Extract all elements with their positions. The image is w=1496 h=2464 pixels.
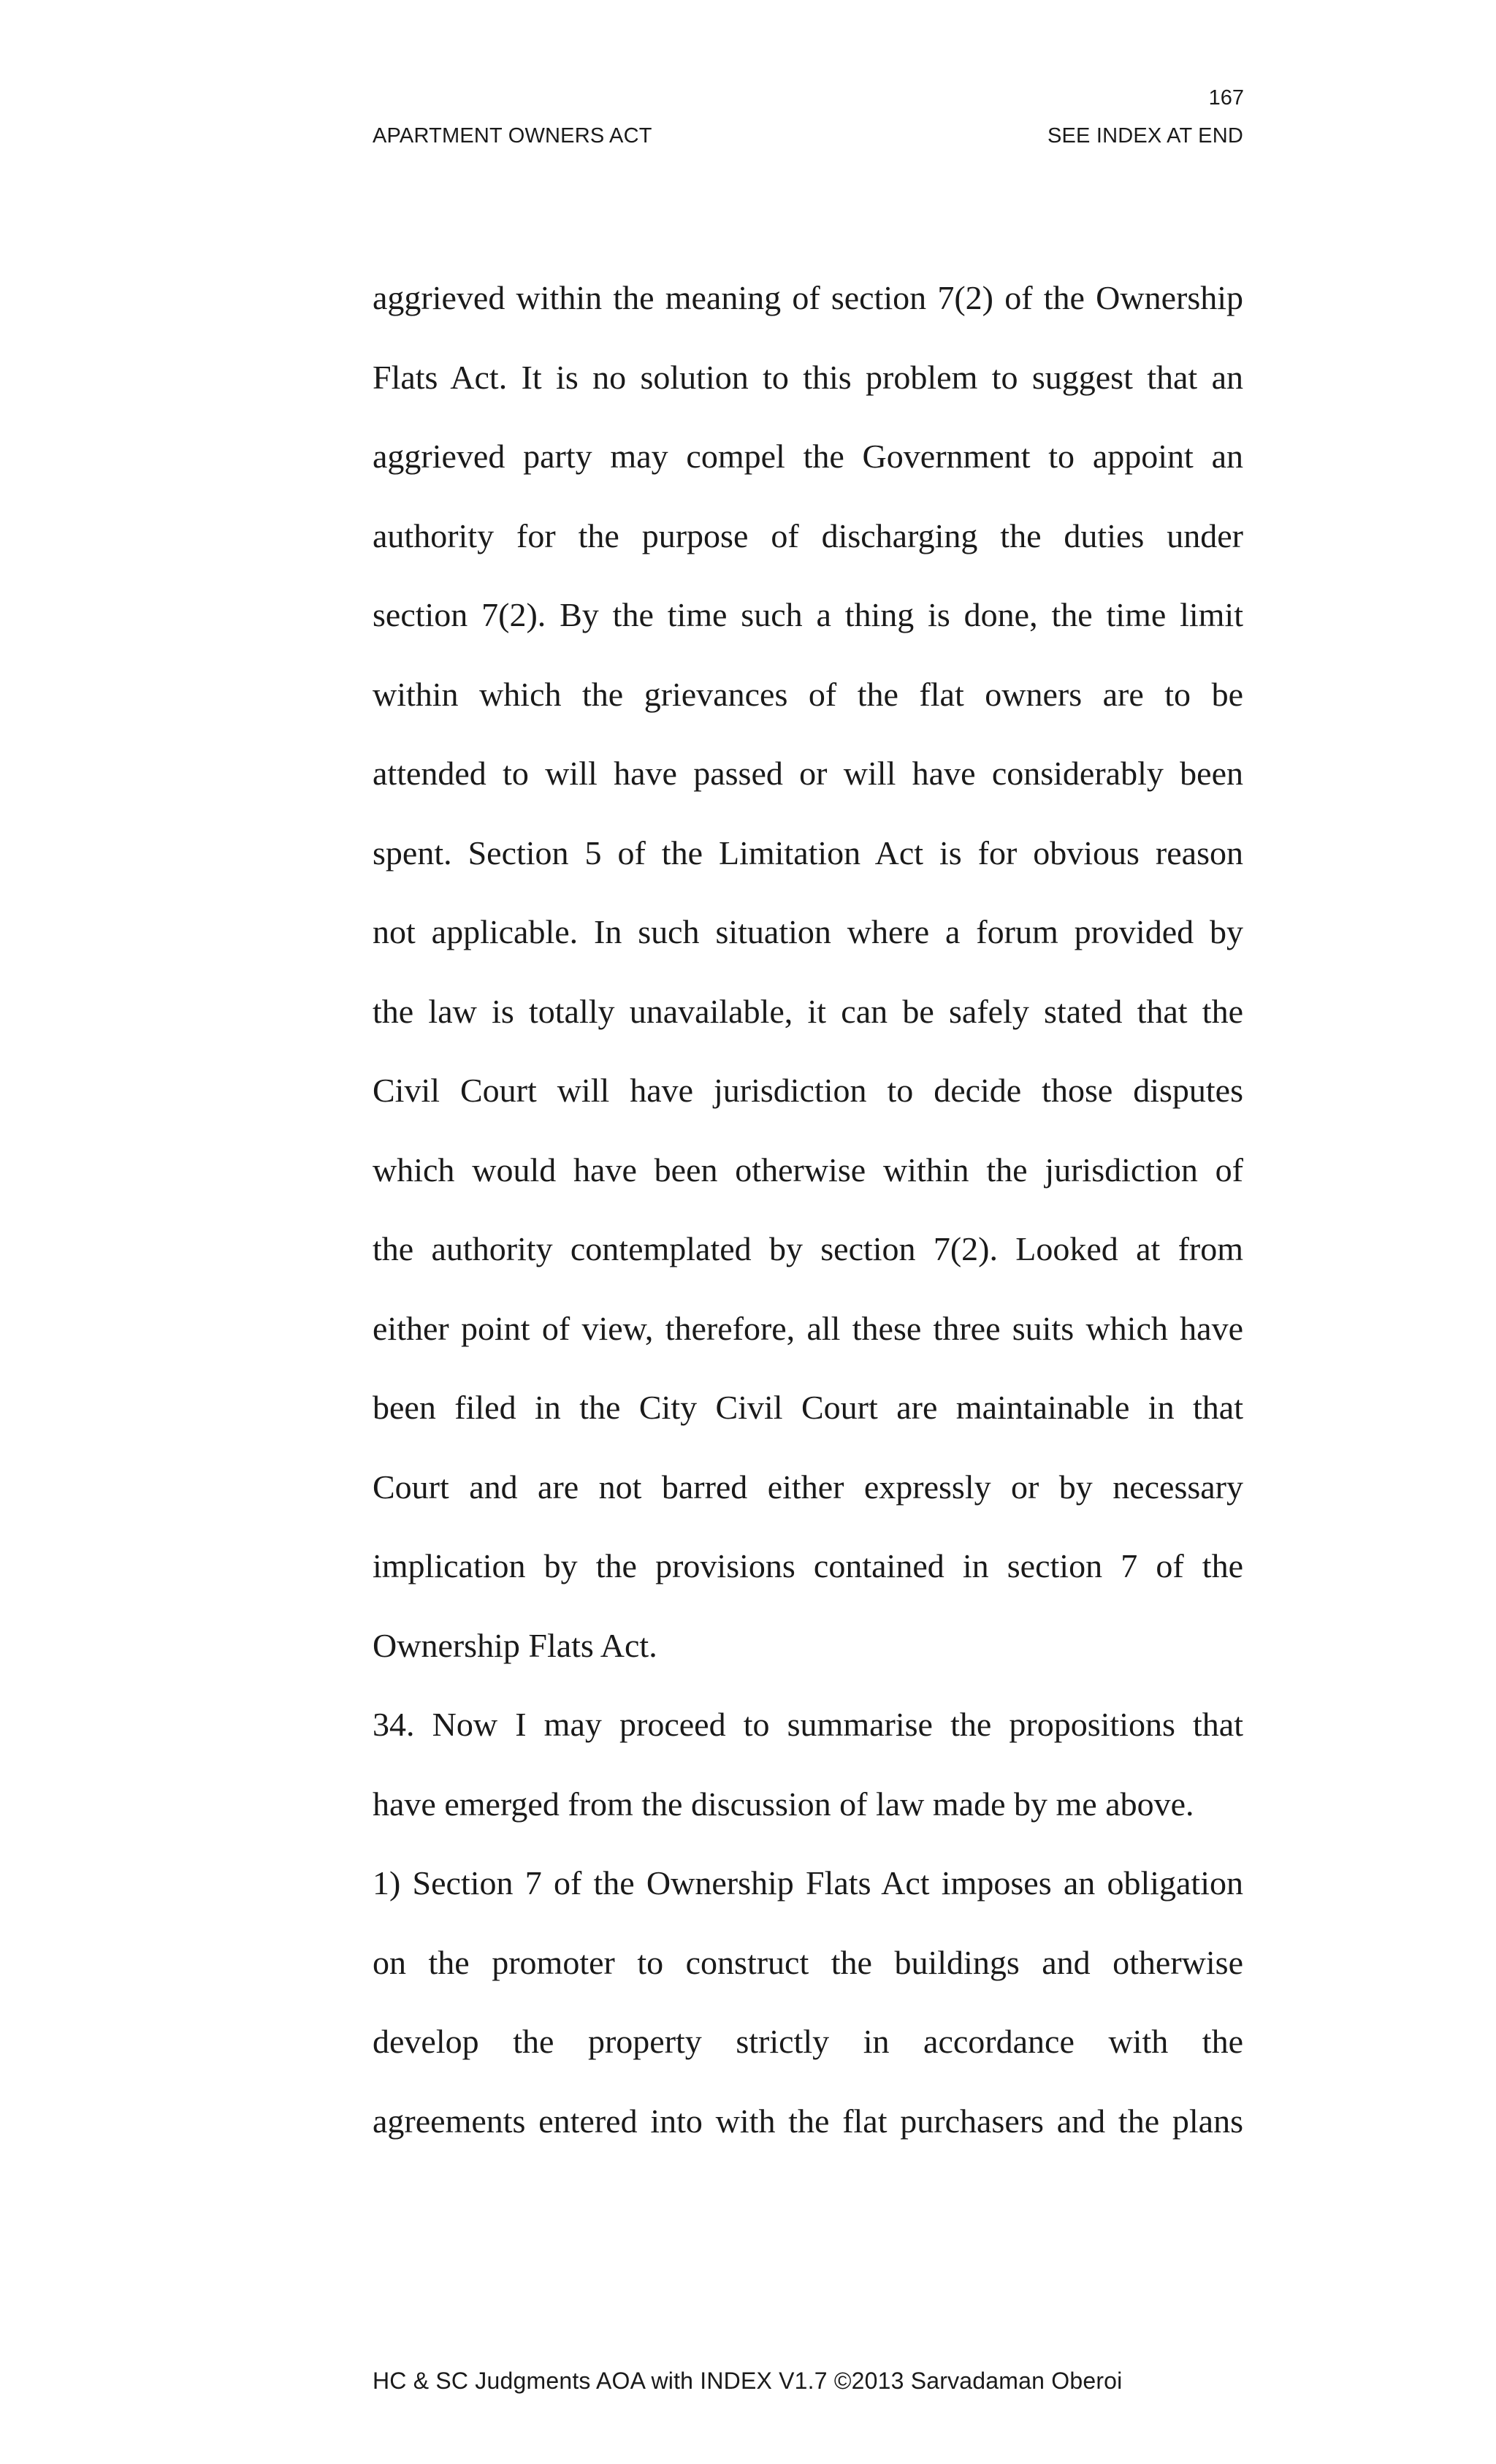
text-line: either point of view, therefore, all these three suits which have bbox=[373, 1309, 1243, 1347]
text-line: 1) Section 7 of the Ownership Flats Act imposes an obligation bbox=[373, 1864, 1243, 1902]
body-text bbox=[373, 259, 1243, 2161]
text-line: which would have been otherwise within the jurisdiction of bbox=[373, 1151, 1243, 1189]
page-footer: HC & SC Judgments AOA with INDEX V1.7 ©2013 Sarvadaman Oberoi bbox=[373, 2368, 1123, 2394]
text-line: authority for the purpose of discharging the duties under bbox=[373, 516, 1243, 554]
text-line: Flats Act. It is no solution to this problem to suggest that an bbox=[373, 358, 1243, 396]
running-header bbox=[373, 126, 1243, 147]
text-line: within which the grievances of the flat owners are to be bbox=[373, 675, 1243, 713]
text-line: attended to will have passed or will have considerably been bbox=[373, 755, 1243, 792]
text-line: develop the property strictly in accordance with the bbox=[373, 2023, 1243, 2060]
page-number: 167 bbox=[1208, 86, 1244, 110]
text-line: on the promoter to construct the buildings and otherwise bbox=[373, 1943, 1243, 1981]
text-line: agreements entered into with the flat purchasers and the plans bbox=[373, 2102, 1243, 2140]
header-index-note: SEE INDEX AT END bbox=[1047, 124, 1243, 148]
text-line: aggrieved within the meaning of section 7(2) of the Ownership bbox=[373, 279, 1243, 316]
text-line: the authority contemplated by section 7(2). Looked at from bbox=[373, 1230, 1243, 1267]
text-line: section 7(2). By the time such a thing is done, the time limit bbox=[373, 596, 1243, 633]
text-line: not applicable. In such situation where a forum provided by bbox=[373, 913, 1243, 950]
text-line: Court and are not barred either expressly or by necessary bbox=[373, 1468, 1243, 1506]
text-line: 34. Now I may proceed to summarise the propositions that bbox=[373, 1706, 1243, 1743]
text-line: spent. Section 5 of the Limitation Act is for obvious reason bbox=[373, 834, 1243, 871]
text-line: Civil Court will have jurisdiction to decide those disputes bbox=[373, 1072, 1243, 1109]
text-line: aggrieved party may compel the Government to appoint an bbox=[373, 438, 1243, 475]
text-line: implication by the provisions contained in section 7 of the bbox=[373, 1547, 1243, 1584]
text-line: Ownership Flats Act. bbox=[373, 1626, 657, 1664]
text-line: the law is totally unavailable, it can be safely stated that the bbox=[373, 992, 1243, 1030]
text-line: have emerged from the discussion of law made by me above. bbox=[373, 1785, 1194, 1823]
header-title: APARTMENT OWNERS ACT bbox=[373, 124, 652, 148]
text-line: been filed in the City Civil Court are maintainable in that bbox=[373, 1389, 1243, 1426]
